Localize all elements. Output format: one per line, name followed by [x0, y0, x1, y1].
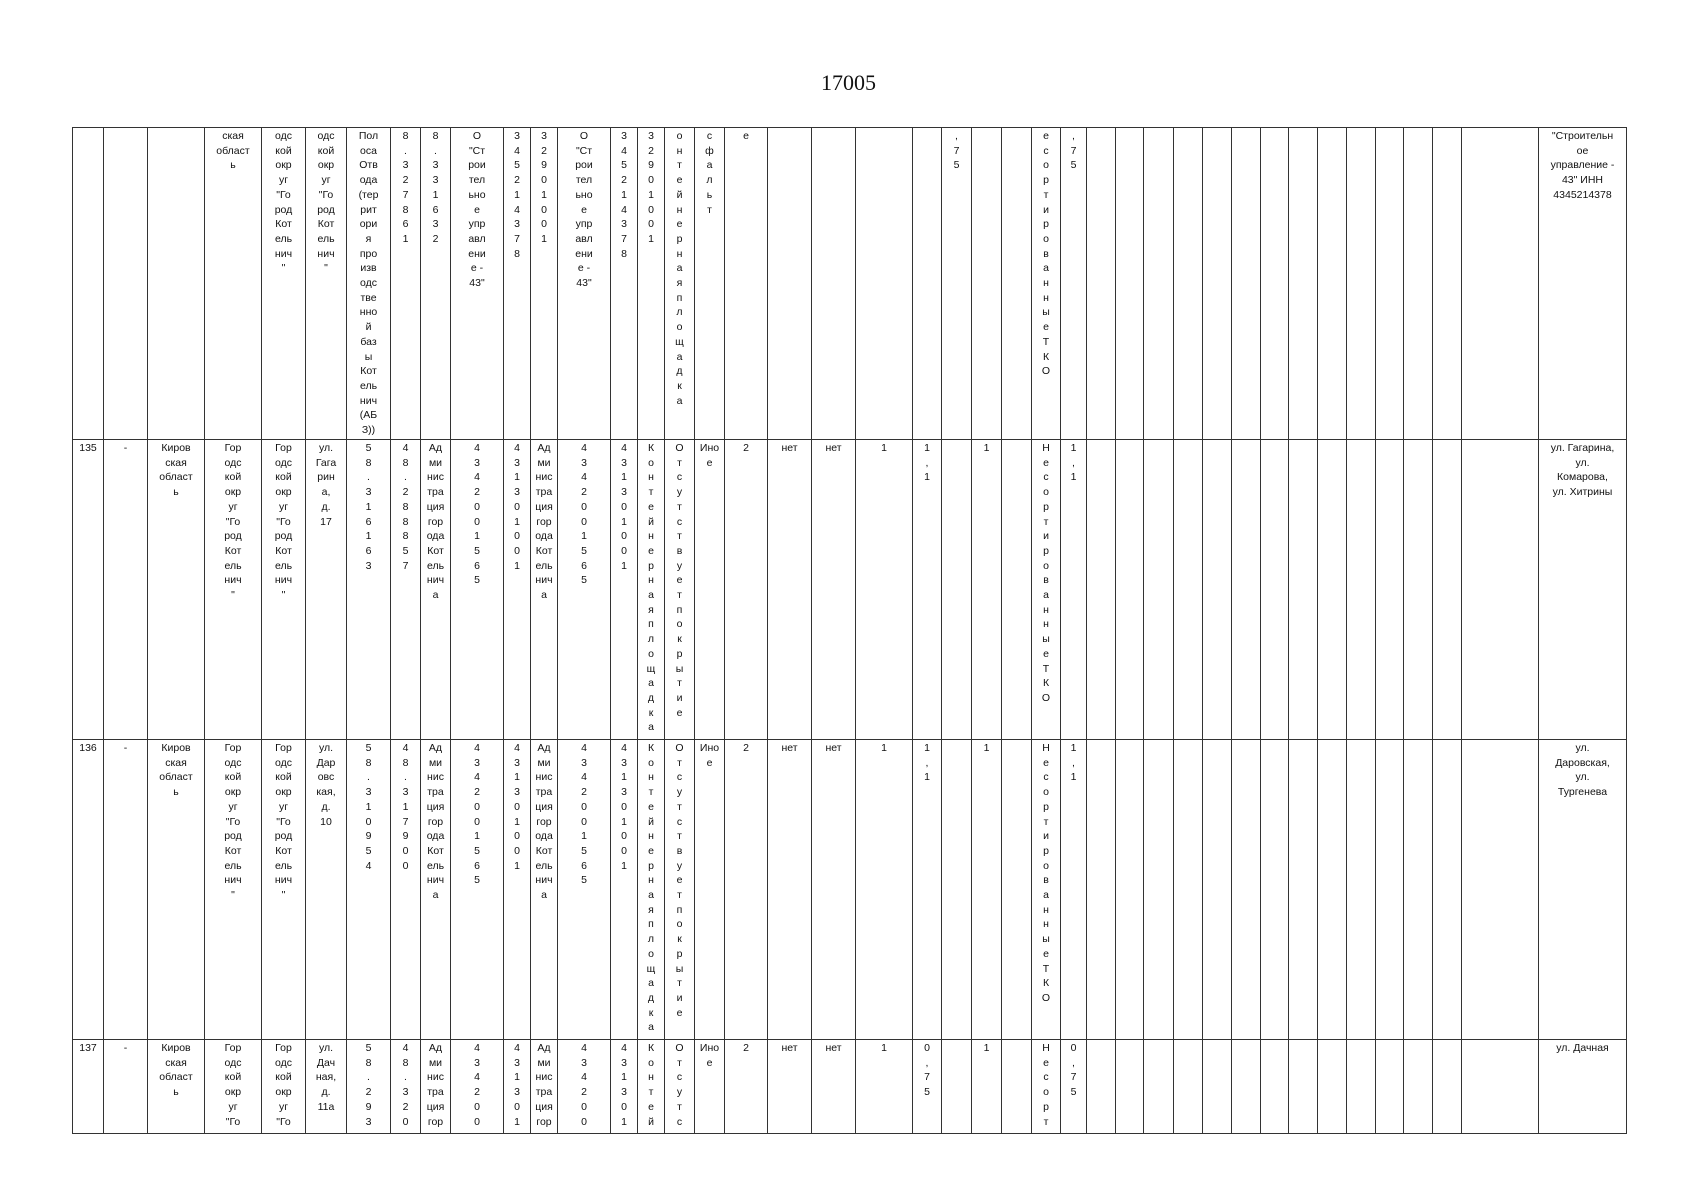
table-cell [1347, 740, 1376, 1040]
table-cell: 135 [73, 440, 104, 740]
table-cell: 4 3 4 2 0 0 1 5 6 5 [451, 740, 504, 1040]
table-cell: е с о р т и р о в а н н ы е Т К О [1032, 128, 1061, 440]
table-row [73, 740, 1627, 1040]
table-cell: нет [812, 740, 856, 1040]
table-cell: О "Ст рои тел ьно е упр авл ени е - 43" [451, 128, 504, 440]
table-cell: нет [768, 440, 812, 740]
table-cell: 0 , 7 5 [1061, 1040, 1087, 1134]
table-cell: 4 3 1 3 0 1 0 0 1 [611, 440, 638, 740]
table-cell: Гор одс кой окр уг "Го род Кот ель нич " [262, 740, 306, 1040]
table-cell: 4 3 1 3 0 1 0 0 1 [611, 740, 638, 1040]
table-cell: Киров ская област ь [148, 1040, 205, 1134]
table-cell: ул. Гагарина, ул. Комарова, ул. Хитрины [1539, 440, 1627, 740]
table-cell [1347, 128, 1376, 440]
table-cell [1174, 440, 1203, 740]
table-cell: о н т е й н е р н а я п л о щ а д к а [665, 128, 695, 440]
table-cell [1087, 440, 1116, 740]
table-cell: нет [768, 740, 812, 1040]
table-cell: 1 , 1 [913, 440, 942, 740]
table-cell: 136 [73, 740, 104, 1040]
table-cell: Н е с о р т и р о в а н н ы е Т К О [1032, 740, 1061, 1040]
table-cell [1289, 740, 1318, 1040]
table-cell [1318, 740, 1347, 1040]
table-cell: 1 [972, 1040, 1002, 1134]
table-cell: - [104, 740, 148, 1040]
table-cell: ул. Гага рин а, д. 17 [306, 440, 347, 740]
table-cell: Ад ми нис тра ция гор [421, 1040, 451, 1134]
table-cell [1462, 128, 1539, 440]
table-cell: Гор одс кой окр уг "Го [262, 1040, 306, 1134]
table-cell: Ад ми нис тра ция гор ода Кот ель нич а [421, 440, 451, 740]
table-cell [148, 128, 205, 440]
table-cell [942, 1040, 972, 1134]
table-cell: К о н т е й н е р н а я п л о щ а д к а [638, 740, 665, 1040]
table-cell [73, 128, 104, 440]
table-cell [1116, 128, 1144, 440]
table-cell [1174, 128, 1203, 440]
table-cell [1261, 740, 1289, 1040]
table-cell: 4 3 1 3 0 1 [611, 1040, 638, 1134]
table-cell: 3 2 9 0 1 0 0 1 [531, 128, 558, 440]
table-cell [1232, 740, 1261, 1040]
table-cell [1433, 128, 1462, 440]
table-cell: - [104, 1040, 148, 1134]
table-cell [1261, 128, 1289, 440]
table-cell: К о н т е й н е р н а я п л о щ а д к а [638, 440, 665, 740]
table-cell: О "Ст рои тел ьно е упр авл ени е - 43" [558, 128, 611, 440]
table-cell [856, 128, 913, 440]
table-cell: 1 [856, 740, 913, 1040]
table-cell: одс кой окр уг "Го род Кот ель нич " [306, 128, 347, 440]
table-cell [1433, 1040, 1462, 1134]
table-cell: К о н т е й [638, 1040, 665, 1134]
table-cell [104, 128, 148, 440]
table-cell [1144, 740, 1174, 1040]
table-cell [1203, 440, 1232, 740]
table-cell [1002, 128, 1032, 440]
table-cell: 1 , 1 [1061, 440, 1087, 740]
table-cell [1203, 1040, 1232, 1134]
table-cell [1376, 1040, 1404, 1134]
table-cell: 1 [856, 1040, 913, 1134]
table-cell: нет [812, 1040, 856, 1134]
table-cell [1002, 1040, 1032, 1134]
table-cell: Киров ская област ь [148, 440, 205, 740]
table-cell [1174, 1040, 1203, 1134]
table-cell: , 7 5 [1061, 128, 1087, 440]
table-cell [1174, 740, 1203, 1040]
table-row [73, 1040, 1627, 1134]
table-row [73, 128, 1627, 440]
table-cell [1376, 440, 1404, 740]
table-cell: 2 [725, 440, 768, 740]
table-cell [1261, 1040, 1289, 1134]
table-cell: 3 4 5 2 1 4 3 7 8 [504, 128, 531, 440]
table-cell [1116, 1040, 1144, 1134]
table-cell [1462, 440, 1539, 740]
table-cell [1404, 128, 1433, 440]
table-cell: Гор одс кой окр уг "Го [205, 1040, 262, 1134]
table-cell: 0 , 7 5 [913, 1040, 942, 1134]
table-cell [1404, 1040, 1433, 1134]
table-cell [1404, 440, 1433, 740]
table-cell [1144, 128, 1174, 440]
table-cell: Ино е [695, 740, 725, 1040]
table-cell: 1 , 1 [1061, 740, 1087, 1040]
table-cell: 1 , 1 [913, 740, 942, 1040]
table-cell: Н е с о р т и р о в а н н ы е Т К О [1032, 440, 1061, 740]
table-cell [1144, 440, 1174, 740]
table-cell: Киров ская област ь [148, 740, 205, 1040]
table-cell [1144, 1040, 1174, 1134]
table-cell: 4 3 1 3 0 1 0 0 1 [504, 440, 531, 740]
table-cell [1347, 440, 1376, 740]
table-cell: е [725, 128, 768, 440]
table-cell: Ад ми нис тра ция гор ода Кот ель нич а [531, 440, 558, 740]
table-cell: 2 [725, 740, 768, 1040]
table-cell: одс кой окр уг "Го род Кот ель нич " [262, 128, 306, 440]
table-cell: 4 3 4 2 0 0 1 5 6 5 [558, 440, 611, 740]
table-cell: - [104, 440, 148, 740]
table-cell: 1 [972, 740, 1002, 1040]
table-cell: Гор одс кой окр уг "Го род Кот ель нич " [262, 440, 306, 740]
table-cell: Ино е [695, 440, 725, 740]
table-cell: Н е с о р т [1032, 1040, 1061, 1134]
table-cell [1376, 740, 1404, 1040]
table-cell: 1 [856, 440, 913, 740]
table-cell: 4 8 . 3 2 0 [391, 1040, 421, 1134]
table-cell: 5 8 . 3 1 0 9 5 4 [347, 740, 391, 1040]
table-cell: Пол оса Отв ода (тер рит ори я про изв одс тве нно й баз ы Кот ель нич (АБ З)) [347, 128, 391, 440]
table-cell [768, 128, 812, 440]
table-cell [1462, 1040, 1539, 1134]
table-cell: 1 [972, 440, 1002, 740]
table-cell [1289, 1040, 1318, 1134]
table-cell: 4 3 1 3 0 1 [504, 1040, 531, 1134]
table-cell [1433, 440, 1462, 740]
table-cell [1347, 1040, 1376, 1134]
table-cell: 4 3 4 2 0 0 1 5 6 5 [558, 740, 611, 1040]
table-cell [1002, 740, 1032, 1040]
table-cell [1376, 128, 1404, 440]
table-cell: Ино е [695, 1040, 725, 1134]
table-cell: Ад ми нис тра ция гор ода Кот ель нич а [421, 740, 451, 1040]
table-cell [1087, 740, 1116, 1040]
table-cell: 8 . 3 3 1 6 3 2 [421, 128, 451, 440]
table-cell [1002, 440, 1032, 740]
table-cell [1087, 1040, 1116, 1134]
table-cell [1203, 128, 1232, 440]
table-cell [1318, 128, 1347, 440]
table-cell: О т с у т с [665, 1040, 695, 1134]
table-cell [812, 128, 856, 440]
table-cell: ская област ь [205, 128, 262, 440]
table-cell [1116, 740, 1144, 1040]
table-cell: Гор одс кой окр уг "Го род Кот ель нич " [205, 440, 262, 740]
table-cell [1087, 128, 1116, 440]
table-cell [1203, 740, 1232, 1040]
table-cell [972, 128, 1002, 440]
table-cell: Ад ми нис тра ция гор ода Кот ель нич а [531, 740, 558, 1040]
table-cell [1404, 740, 1433, 1040]
table-cell: О т с у т с т в у е т п о к р ы т и е [665, 440, 695, 740]
table-cell [1261, 440, 1289, 740]
table-cell: 3 4 5 2 1 4 3 7 8 [611, 128, 638, 440]
table-cell: Ад ми нис тра ция гор [531, 1040, 558, 1134]
table-cell [1232, 440, 1261, 740]
table-cell: О т с у т с т в у е т п о к р ы т и е [665, 740, 695, 1040]
table-cell: 2 [725, 1040, 768, 1134]
table-cell: 4 3 4 2 0 0 [558, 1040, 611, 1134]
table-cell [942, 740, 972, 1040]
table-cell: 4 8 . 2 8 8 8 5 7 [391, 440, 421, 740]
table-cell: 3 2 9 0 1 0 0 1 [638, 128, 665, 440]
table-cell [913, 128, 942, 440]
table-cell [942, 440, 972, 740]
table-cell [1318, 440, 1347, 740]
table-cell [1289, 128, 1318, 440]
table-cell [1232, 128, 1261, 440]
table-cell: 4 8 . 3 1 7 9 0 0 [391, 740, 421, 1040]
table-cell: с ф а л ь т [695, 128, 725, 440]
table-cell [1116, 440, 1144, 740]
table-cell: нет [768, 1040, 812, 1134]
table-cell: 4 3 4 2 0 0 1 5 6 5 [451, 440, 504, 740]
table-cell: нет [812, 440, 856, 740]
table-cell [1318, 1040, 1347, 1134]
table-cell: ул. Даровская, ул. Тургенева [1539, 740, 1627, 1040]
registry-table [72, 127, 1627, 1134]
table-cell: ул. Дачная [1539, 1040, 1627, 1134]
table-cell: ул. Дач ная, д. 11а [306, 1040, 347, 1134]
table-cell: , 7 5 [942, 128, 972, 440]
table-cell: 137 [73, 1040, 104, 1134]
table-cell [1433, 740, 1462, 1040]
table-cell: "Строительн ое управление - 43" ИНН 4345214378 [1539, 128, 1627, 440]
table-cell: 5 8 . 2 9 3 [347, 1040, 391, 1134]
page-number: 17005 [821, 70, 876, 95]
table-cell: Гор одс кой окр уг "Го род Кот ель нич " [205, 740, 262, 1040]
table-cell [1462, 740, 1539, 1040]
table-cell [1232, 1040, 1261, 1134]
table-cell: 5 8 . 3 1 6 1 6 3 [347, 440, 391, 740]
table-row [73, 440, 1627, 740]
table-cell: ул. Дар овс кая, д. 10 [306, 740, 347, 1040]
table-cell [1289, 440, 1318, 740]
table-cell: 8 . 3 2 7 8 6 1 [391, 128, 421, 440]
table-cell: 4 3 4 2 0 0 [451, 1040, 504, 1134]
table-cell: 4 3 1 3 0 1 0 0 1 [504, 740, 531, 1040]
